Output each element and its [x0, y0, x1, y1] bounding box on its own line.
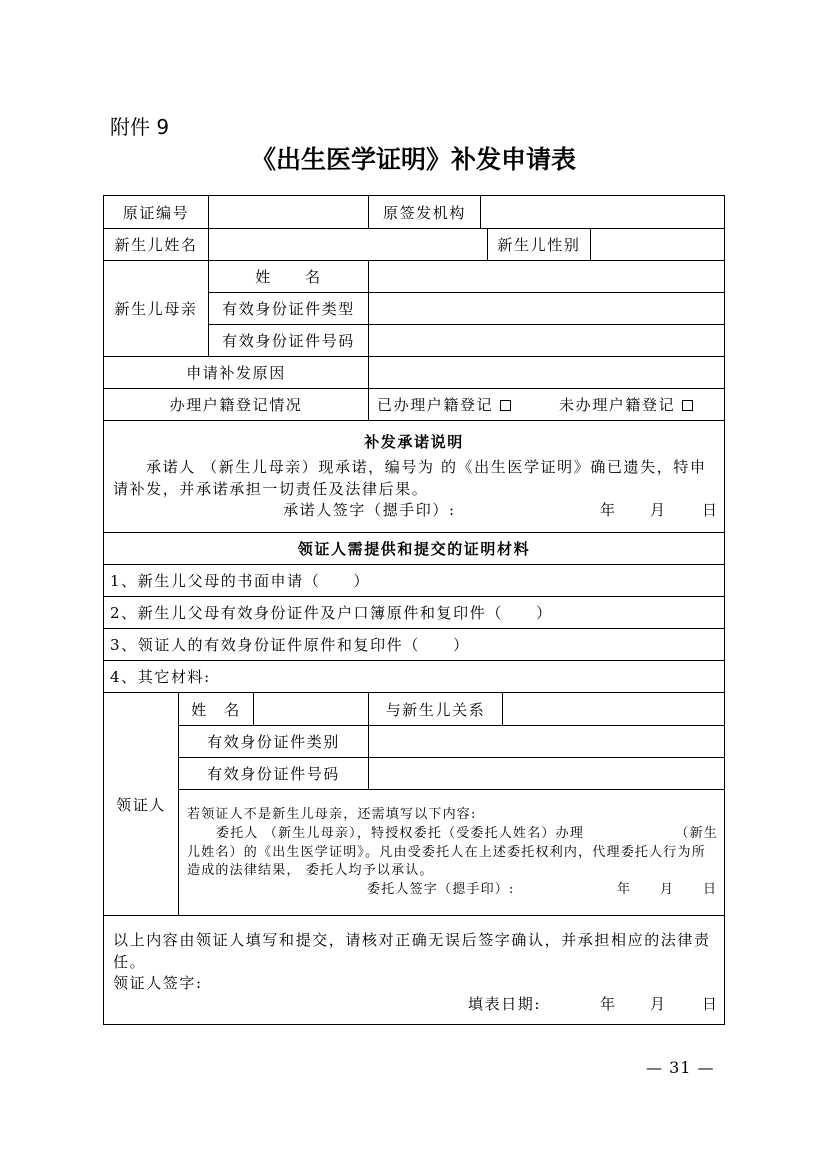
household-registration-label: 办理户籍登记情况 — [103, 388, 369, 421]
fill-date-day: 日 — [702, 995, 719, 1013]
mother-group-label: 新生儿母亲 — [103, 260, 209, 357]
newborn-sex-label: 新生儿性别 — [487, 228, 591, 261]
materials-item-1: 1、新生儿父母的书面申请（ ） — [103, 564, 725, 597]
reissue-reason-label: 申请补发原因 — [103, 356, 369, 389]
entrustment-line-2-right: （新生 — [675, 826, 718, 841]
entrustment-line-4: 造成的法律结果， 委托人均予以承认。 — [187, 863, 434, 878]
entrustment-section — [178, 789, 725, 916]
promise-signature-label: 承诺人签字（摁手印）: — [283, 501, 456, 519]
recipient-name-label: 姓 名 — [178, 692, 254, 726]
page-number: — 31 — — [646, 1058, 715, 1077]
entrustment-date-year: 年 — [617, 882, 632, 897]
original-cert-no-field[interactable] — [208, 195, 369, 229]
recipient-id-number-label: 有效身份证件号码 — [178, 757, 369, 790]
option-not-registered[interactable] — [559, 395, 693, 415]
entrustment-signature-label: 委托人签字（摁手印）: — [367, 882, 515, 897]
mother-name-label: 姓 名 — [208, 260, 369, 293]
materials-item-2: 2、新生儿父母有效身份证件及户口簿原件和复印件（ ） — [103, 596, 725, 629]
promise-date-year: 年 — [600, 501, 617, 519]
page-title: 《出生医学证明》补发申请表 — [250, 145, 576, 174]
reissue-reason-field[interactable] — [368, 356, 725, 389]
attachment-label: 附件 9 — [110, 115, 170, 139]
entrustment-line-2-left: 委托人 （新生儿母亲），特授权委托（受委托人姓名）办理 — [216, 826, 585, 841]
entrustment-date-month: 月 — [660, 882, 675, 897]
materials-heading: 领证人需提供和提交的证明材料 — [103, 532, 725, 565]
recipient-id-number-field[interactable] — [368, 757, 725, 790]
household-registration-options — [368, 388, 725, 421]
materials-item-3: 3、领证人的有效身份证件原件和复印件（ ） — [103, 628, 725, 661]
recipient-id-type-label: 有效身份证件类别 — [178, 725, 369, 758]
entrustment-intro: 若领证人不是新生儿母亲，还需填写以下内容: — [187, 807, 477, 822]
entrustment-line-3: 儿姓名）的《出生医学证明》。凡由受委托人在上述委托权利内，代理委托人行为所 — [187, 845, 706, 860]
newborn-name-label: 新生儿姓名 — [103, 228, 209, 261]
materials-item-4: 4、其它材料: — [103, 660, 725, 693]
original-issuer-label: 原签发机构 — [368, 195, 481, 229]
mother-name-field[interactable] — [368, 260, 725, 293]
original-cert-no-label: 原证编号 — [103, 195, 209, 229]
newborn-name-field[interactable] — [208, 228, 488, 261]
fill-date-month: 月 — [650, 995, 667, 1013]
recipient-id-type-field[interactable] — [368, 725, 725, 758]
recipient-relationship-label: 与新生儿关系 — [368, 692, 503, 726]
promise-line-2: 请补发，并承诺承担一切责任及法律后果。 — [113, 480, 429, 498]
option-registered[interactable] — [377, 395, 511, 415]
mother-id-number-label: 有效身份证件号码 — [208, 324, 369, 357]
fill-date-year: 年 — [600, 995, 617, 1013]
original-issuer-field[interactable] — [480, 195, 725, 229]
promise-line-1: 承诺人 （新生儿母亲）现承诺，编号为 的《出生医学证明》确已遗失，特申 — [146, 458, 707, 476]
confirmation-line-2: 任。 — [113, 953, 147, 971]
option-registered-label: 已办理户籍登记 — [377, 396, 494, 414]
entrustment-date-day: 日 — [703, 882, 718, 897]
recipient-signature-label: 领证人签字: — [113, 974, 203, 992]
promise-section — [103, 420, 725, 533]
promise-date-month: 月 — [650, 501, 667, 519]
recipient-name-field[interactable] — [253, 692, 369, 726]
registered-checkbox[interactable] — [500, 400, 511, 411]
recipient-group-label: 领证人 — [103, 692, 179, 916]
option-not-registered-label: 未办理户籍登记 — [559, 396, 676, 414]
mother-id-number-field[interactable] — [368, 324, 725, 357]
mother-id-type-label: 有效身份证件类型 — [208, 292, 369, 325]
newborn-sex-field[interactable] — [590, 228, 725, 261]
mother-id-type-field[interactable] — [368, 292, 725, 325]
promise-date-day: 日 — [702, 501, 719, 519]
confirmation-section — [103, 915, 725, 1025]
fill-date-label: 填表日期: — [468, 995, 542, 1013]
confirmation-line-1: 以上内容由领证人填写和提交，请核对正确无误后签字确认，并承担相应的法律责 — [113, 931, 711, 949]
not-registered-checkbox[interactable] — [682, 400, 693, 411]
promise-heading: 补发承诺说明 — [364, 433, 464, 451]
recipient-relationship-field[interactable] — [502, 692, 725, 726]
